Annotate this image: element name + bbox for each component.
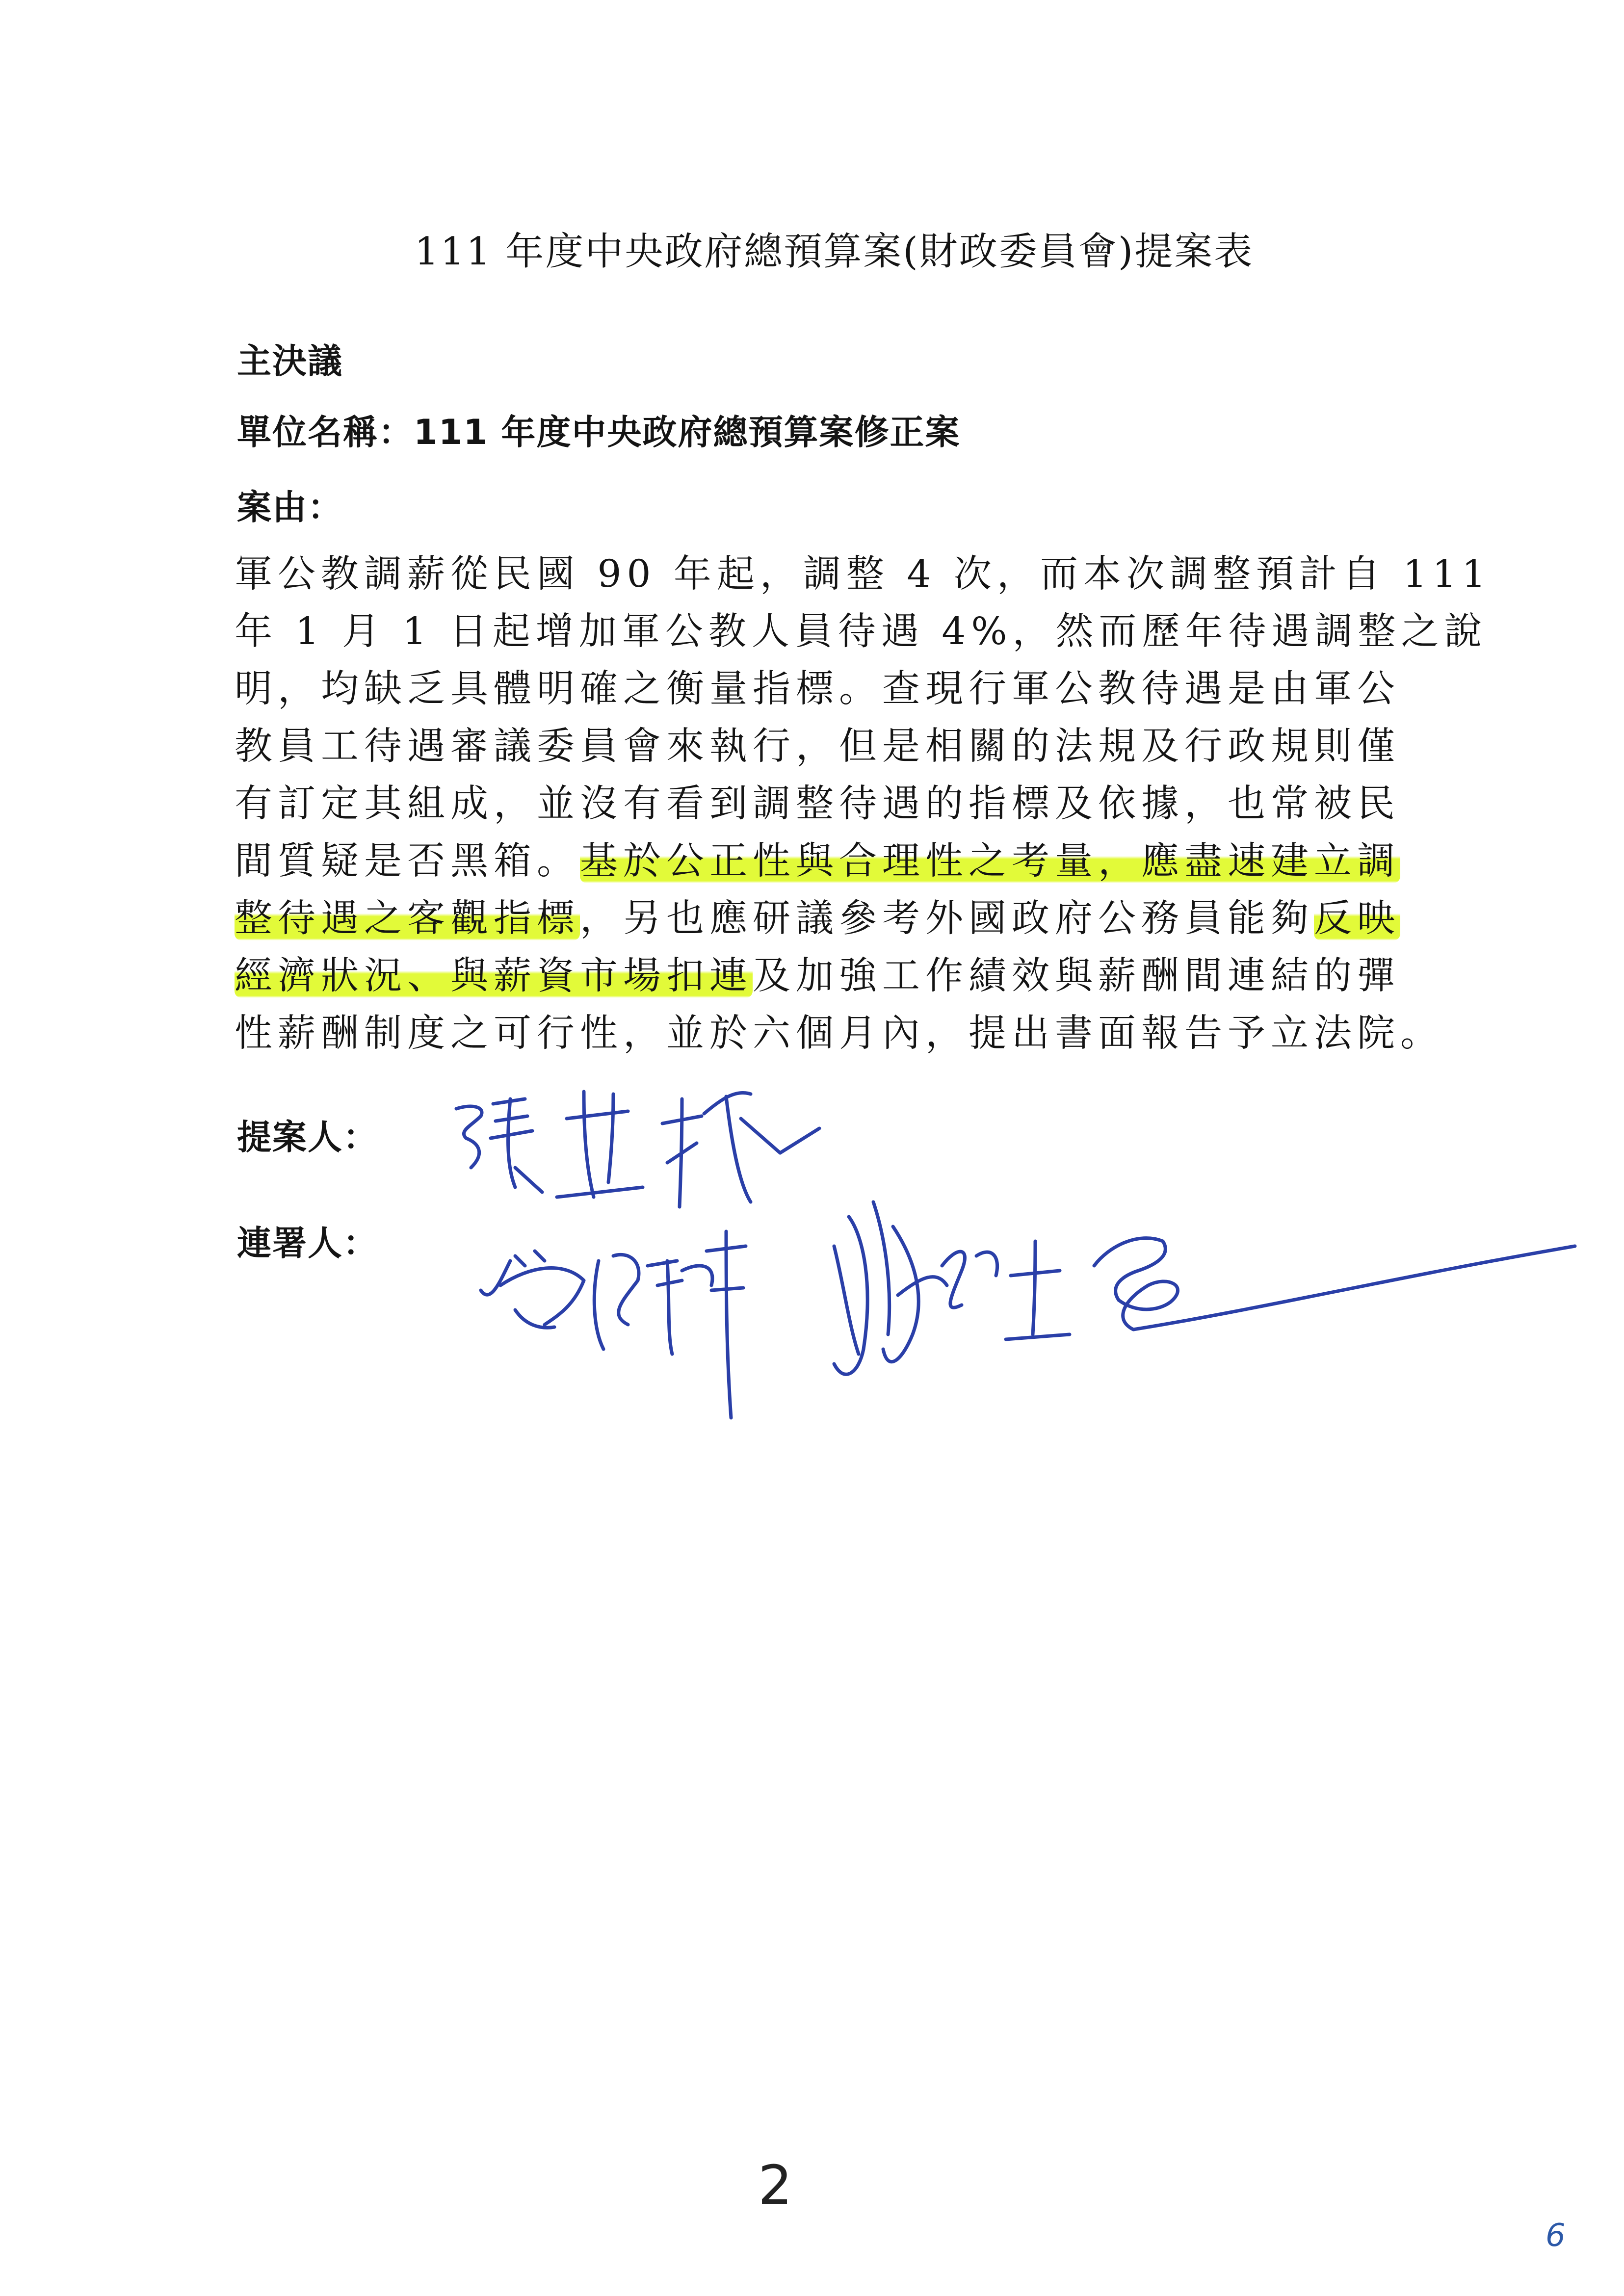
cause-label: 案由： (237, 487, 343, 527)
body-text-segment: 教員工待遇審議委員會來執行，但是相關的法規及行政規則僅 (235, 725, 1400, 768)
cause-body-line (235, 945, 1400, 1000)
highlighted-text: 整待遇之客觀指標 (235, 897, 580, 940)
body-text-segment: 有訂定其組成，並沒有看到調整待遇的指標及依據，也常被民 (235, 782, 1400, 826)
cosigner-label: 連署人： (237, 1223, 378, 1263)
proposer-label: 提案人： (237, 1117, 378, 1157)
body-text-segment: 年 1 月 1 日起增加軍公教人員待遇 4%，然而歷年待遇調整之說 (235, 610, 1488, 653)
unit-name: 單位名稱：111 年度中央政府總預算案修正案 (237, 412, 961, 452)
highlighted-text: 反映 (1314, 897, 1400, 940)
body-text-segment: 及加強工作績效與薪酬間連結的彈 (753, 954, 1400, 998)
highlighted-text: 經濟狀況、與薪資市場扣連 (235, 954, 753, 998)
cause-body-line (235, 773, 1400, 828)
highlighted-text: 基於公正性與合理性之考量，應盡速建立調 (580, 839, 1400, 883)
page-number: 2 (758, 2154, 792, 2217)
body-text-segment: 間質疑是否黑箱。 (235, 839, 580, 883)
cause-body-line (235, 544, 1491, 598)
cause-body-line (235, 1003, 1443, 1057)
document-title: 111 年度中央政府總預算案(財政委員會)提案表 (414, 230, 1254, 274)
cause-body-line (235, 601, 1488, 655)
body-text-segment: ，另也應研議參考外國政府公務員能夠 (580, 897, 1314, 940)
cause-body-line (235, 888, 1400, 942)
cause-body-line (235, 831, 1400, 885)
cause-body-line (235, 658, 1400, 713)
cause-body-line (235, 716, 1400, 770)
corner-number: 6 (1545, 2218, 1566, 2254)
body-text-segment: 明，均缺乏具體明確之衡量指標。查現行軍公教待遇是由軍公 (235, 667, 1400, 711)
cosigner-signatures (471, 1187, 1609, 1433)
body-text-segment: 軍公教調薪從民國 90 年起，調整 4 次，而本次調整預計自 111 (235, 552, 1492, 596)
body-text-segment: 性薪酬制度之可行性，並於六個月內，提出書面報告予立法院。 (235, 1012, 1443, 1055)
resolution-type: 主決議 (237, 341, 343, 381)
